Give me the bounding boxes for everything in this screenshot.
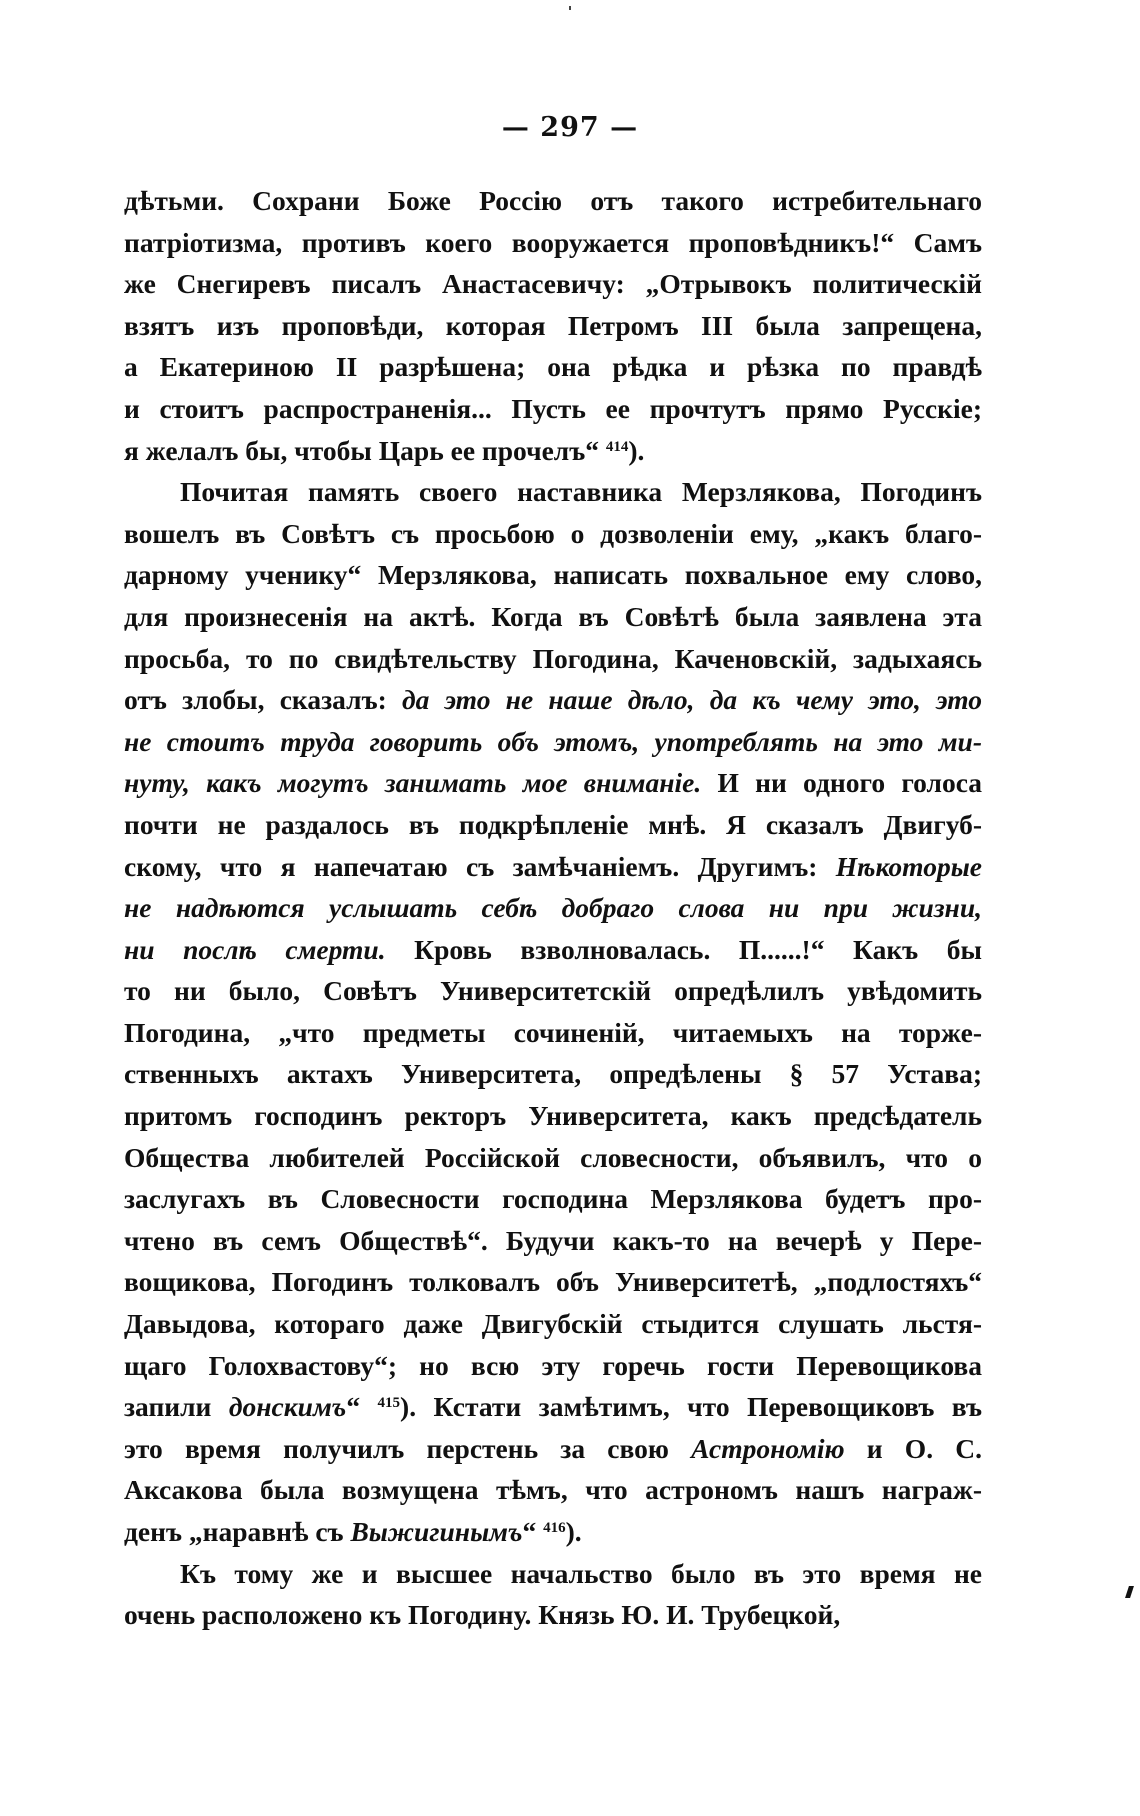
- text-line: [124, 762, 982, 804]
- text-line: [124, 846, 982, 888]
- text-line: [124, 1178, 982, 1220]
- text-run: просьба, то по свидѣтельству Погодина, Каченовскій, задыхаясь: [124, 642, 982, 674]
- paragraph: [124, 1553, 982, 1636]
- text-run: а Екатериною II разрѣшена; она рѣдка и рѣзка по правдѣ: [124, 351, 982, 383]
- italic-quote: да это не наше дѣло, да къ чему это, это: [402, 684, 982, 716]
- text-run: очень расположено къ Погодину. Князь Ю. И. Трубецкой,: [124, 1599, 841, 1631]
- scan-speck: [569, 6, 571, 10]
- text-run: и О. С.: [844, 1432, 982, 1464]
- text-run: щаго Голохвастову“; но всю эту горечь гости Перевощикова: [124, 1349, 982, 1381]
- text-line: [124, 721, 982, 763]
- text-run: вощикова, Погодинъ толковалъ объ Университетѣ, „подлостяхъ“: [124, 1266, 982, 1298]
- text-run: ). Кстати замѣтимъ, что Перевощиковъ въ: [400, 1391, 983, 1423]
- text-run: взятъ изъ проповѣди, которая Петромъ III была запрещена,: [124, 309, 982, 341]
- text-line: [124, 1594, 982, 1636]
- text-line: [124, 1553, 982, 1595]
- text-run: Погодина, „что предметы сочиненій, читаемыхъ на торже-: [124, 1016, 982, 1048]
- scan-edge-mark: [1125, 1586, 1134, 1598]
- text-run: и стоитъ распространенія... Пусть ее прочтутъ прямо Русскіе;: [124, 392, 982, 424]
- text-line: [124, 222, 982, 264]
- text-line: [124, 1137, 982, 1179]
- text-line: [124, 1469, 982, 1511]
- text-line: [124, 929, 982, 971]
- text-line: [124, 1386, 982, 1428]
- text-run: запили: [124, 1391, 229, 1423]
- text-line: [124, 388, 982, 430]
- text-run: ственныхъ актахъ Университета, опредѣлены § 57 Устава;: [124, 1058, 982, 1090]
- text-line: [124, 346, 982, 388]
- text-run: чтено въ семъ Обществѣ“. Будучи какъ-то на вечерѣ у Пере-: [124, 1224, 982, 1256]
- italic-quote: донскимъ: [228, 1391, 347, 1423]
- italic-quote: ни послѣ смерти.: [124, 933, 386, 965]
- text-line: [124, 970, 982, 1012]
- text-run: И ни одного голоса: [701, 767, 982, 799]
- text-run: ).: [628, 434, 645, 466]
- footnote-ref: 414: [605, 438, 629, 455]
- italic-quote: не стоитъ труда говорить объ этомъ, употреблять на это ми-: [124, 725, 982, 757]
- text-line: [124, 1053, 982, 1095]
- italic-quote: Нѣкоторые: [835, 850, 982, 882]
- text-line: [124, 305, 982, 347]
- text-line: [124, 1012, 982, 1054]
- text-run: же Снегиревъ писалъ Анастасевичу: „Отрывокъ политическій: [124, 268, 982, 300]
- text-line: [124, 180, 982, 222]
- text-line: [124, 263, 982, 305]
- text-run: Общества любителей Россійской словесности, объявилъ, что о: [124, 1141, 982, 1173]
- text-run: для произнесенія на актѣ. Когда въ Совѣтѣ была заявлена эта: [124, 600, 982, 632]
- text-run: Почитая память своего наставника Мерзлякова, Погодинъ: [180, 476, 982, 508]
- text-line: [124, 679, 982, 721]
- text-line: [124, 1303, 982, 1345]
- text-run: почти не раздалось въ подкрѣпленіе мнѣ. Я сказалъ Двигуб-: [124, 808, 982, 840]
- text-run: это время получилъ перстень за свою: [124, 1432, 692, 1464]
- body-text: [124, 180, 982, 1636]
- text-run: Къ тому же и высшее начальство было въ это время не: [180, 1557, 982, 1589]
- text-run: я желалъ бы, чтобы Царь ее прочелъ“: [124, 434, 606, 466]
- text-run: “: [522, 1516, 544, 1547]
- text-line: [124, 1261, 982, 1303]
- text-run: притомъ господинъ ректоръ Университета, какъ предсѣдатель: [124, 1100, 982, 1132]
- text-line: [124, 1428, 982, 1470]
- text-run: патріотизма, противъ коего вооружается проповѣдникъ!“ Самъ: [124, 226, 982, 258]
- footnote-ref: 416: [543, 1520, 566, 1536]
- text-run: Давыдова, котораго даже Двигубскій стыдится слушать льстя-: [124, 1308, 982, 1340]
- text-run: отъ злобы, сказалъ:: [124, 684, 402, 716]
- italic-quote: не надѣются услышать себѣ добраго слова ни при жизни,: [124, 892, 982, 924]
- text-run: дѣтьми. Сохрани Боже Россію отъ такого истребительнаго: [124, 185, 982, 216]
- text-run: вошелъ въ Совѣтъ съ просьбою о дозволеніи ему, „какъ благо-: [124, 517, 982, 549]
- page-number: — 297 —: [501, 112, 639, 143]
- text-line: [124, 513, 982, 555]
- paragraph: [124, 471, 982, 1552]
- text-run: “: [346, 1391, 378, 1423]
- text-line: [124, 430, 982, 472]
- text-line: [124, 1220, 982, 1262]
- text-run: денъ „наравнѣ съ: [124, 1516, 351, 1547]
- text-run: дарному ученику“ Мерзлякова, написать похвальное ему слово,: [124, 559, 982, 591]
- text-line: [124, 554, 982, 596]
- text-run: то ни было, Совѣтъ Университетскій опредѣлилъ увѣдомить: [124, 975, 982, 1007]
- text-run: заслугахъ въ Словесности господина Мерзлякова будетъ про-: [124, 1183, 982, 1215]
- text-line: [124, 1095, 982, 1137]
- text-line: [124, 471, 982, 513]
- italic-quote: Выжигинымъ: [350, 1516, 523, 1547]
- text-run: Аксакова была возмущена тѣмъ, что астрономъ нашъ награж-: [124, 1474, 982, 1506]
- text-run: скому, что я напечатаю съ замѣчаніемъ. Другимъ:: [124, 850, 836, 882]
- text-line: [124, 887, 982, 929]
- paragraph: [124, 180, 982, 471]
- text-line: [124, 638, 982, 680]
- text-run: ).: [565, 1516, 582, 1547]
- text-line: [124, 1511, 982, 1553]
- text-run: Кровь взволновалась. П......!“ Какъ бы: [385, 933, 982, 965]
- text-line: [124, 596, 982, 638]
- text-line: [124, 804, 982, 846]
- italic-quote: Астрономію: [691, 1432, 845, 1464]
- italic-quote: нуту, какъ могутъ занимать мое вниманіе.: [124, 767, 702, 799]
- footnote-ref: 415: [377, 1395, 401, 1412]
- text-line: [124, 1345, 982, 1387]
